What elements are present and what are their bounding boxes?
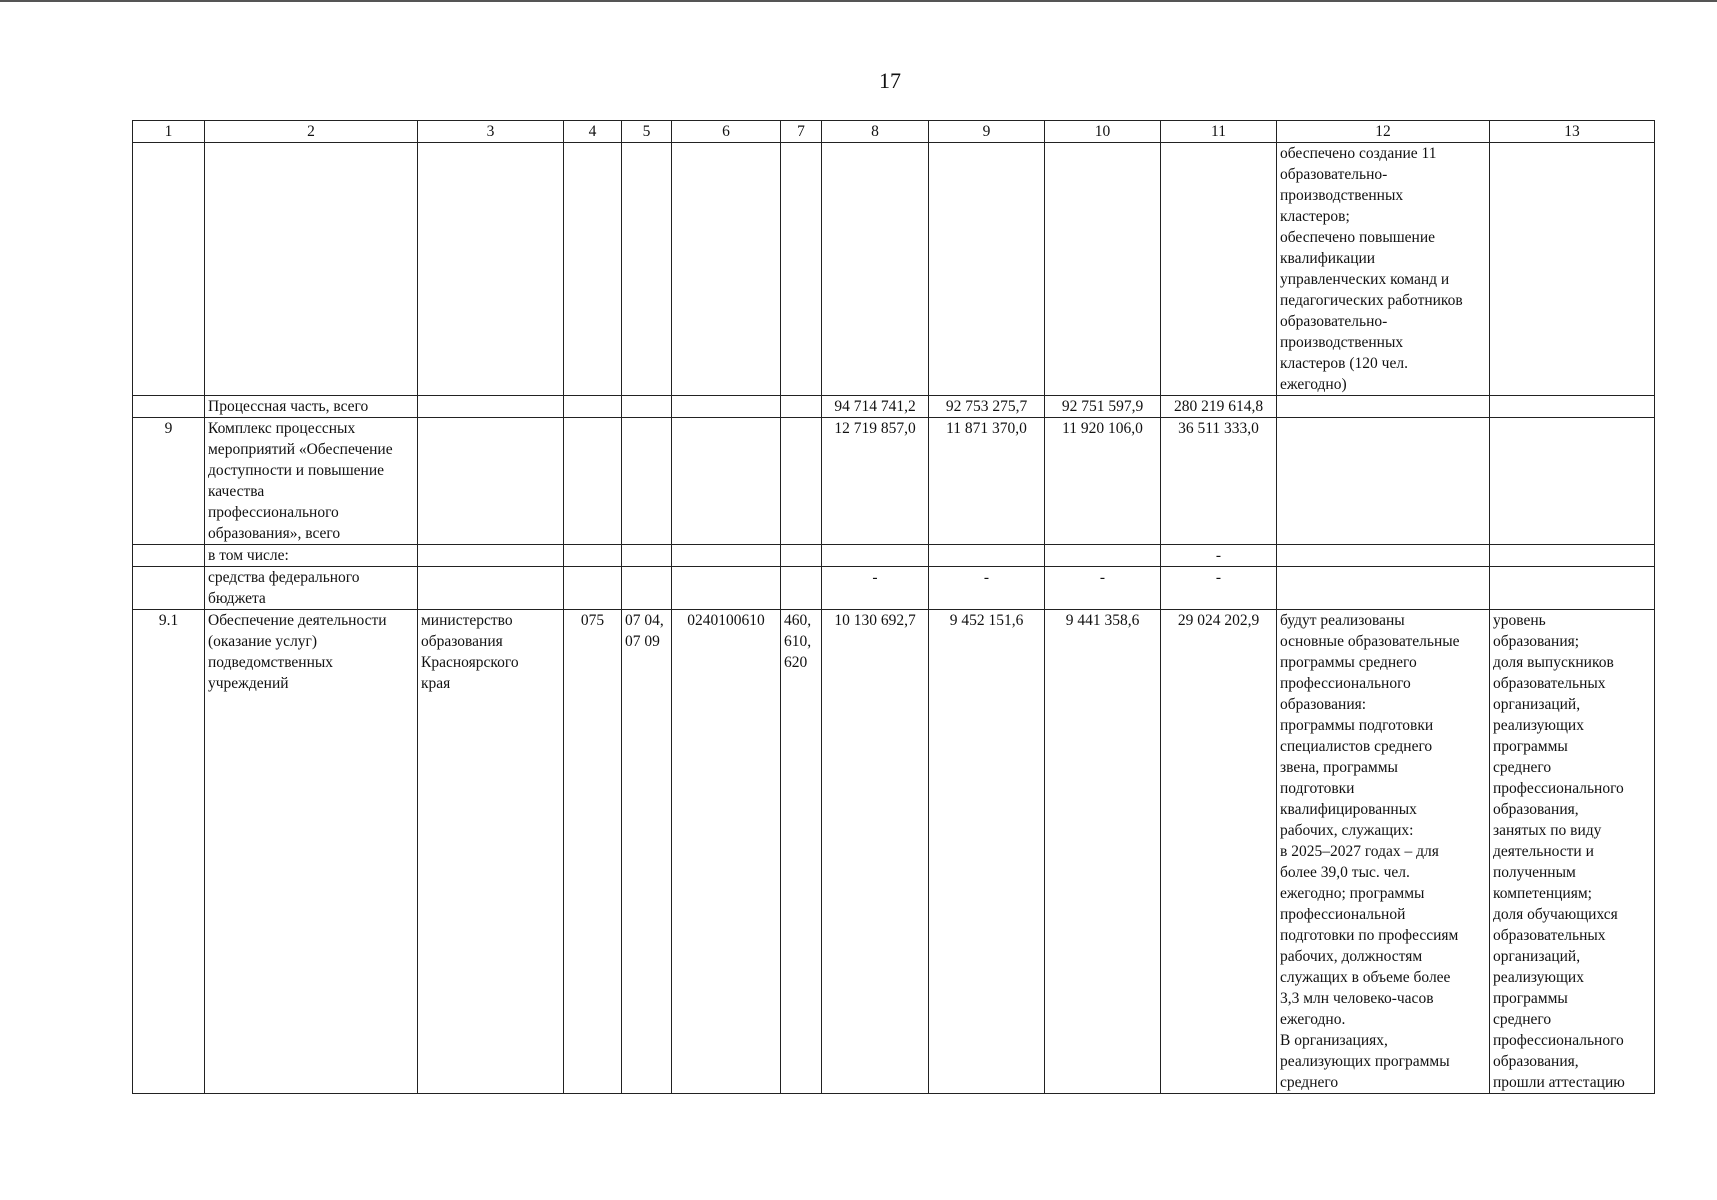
amount-2025: - xyxy=(822,567,929,610)
row-title: средства федерального бюджета xyxy=(205,567,418,610)
row-title: Процессная часть, всего xyxy=(205,396,418,418)
amount-2026: 92 753 275,7 xyxy=(929,396,1045,418)
amount-total: 280 219 614,8 xyxy=(1161,396,1277,418)
amount-2027: 92 751 597,9 xyxy=(1045,396,1161,418)
row-number: 9 xyxy=(133,418,205,545)
row-title: Обеспечение деятельности (оказание услуг) подведомственных учреждений xyxy=(205,610,418,1094)
page-number: 17 xyxy=(879,68,901,93)
row-number: 9.1 xyxy=(133,610,205,1094)
table-row-including xyxy=(133,545,1655,567)
amount-total: 36 511 333,0 xyxy=(1161,418,1277,545)
amount-2027: 9 441 358,6 xyxy=(1045,610,1161,1094)
amount-2025: 94 714 741,2 xyxy=(822,396,929,418)
section-code-cell: 07 04, 07 09 xyxy=(622,610,672,1094)
top-scan-edge xyxy=(0,0,1717,2)
header-row xyxy=(133,121,1655,143)
expected-results-cell: будут реализованы основные образовательные программы среднего профессионального образования: программы подготовки специалистов среднего звена, программы подготовки квалифицированных рабочих, служащих: в 2025–2027 годах – для более 39,0 тыс. чел. ежегодно; программы профессиональной подготовки по профессиям рабочих, должностям служащих в объеме более 3,3 млн человеко-часов ежегодно. В организациях, реализующих программы среднего xyxy=(1277,610,1490,1094)
table-row-federal-budget xyxy=(133,567,1655,610)
amount-2025: 12 719 857,0 xyxy=(822,418,929,545)
header-cell: 11 xyxy=(1161,121,1277,143)
header-cell: 9 xyxy=(929,121,1045,143)
gr-code-cell: 075 xyxy=(564,610,622,1094)
expected-results-cell: обеспечено создание 11 образовательно- производственных кластеров; обеспечено повышение квалификации управленческих команд и педагогических работников образовательно- производственных кластеров (120 чел. ежегодно) xyxy=(1277,143,1490,396)
header-cell: 1 xyxy=(133,121,205,143)
amount-2026: 11 871 370,0 xyxy=(929,418,1045,545)
header-cell: 5 xyxy=(622,121,672,143)
indicators-cell: уровень образования; доля выпускников образовательных организаций, реализующих программы среднего профессионального образования, занятых по виду деятельности и полученным компетенциям; доля обучающихся образовательных организаций, реализующих программы среднего профессионального образования, прошли аттестацию xyxy=(1490,610,1655,1094)
header-cell: 8 xyxy=(822,121,929,143)
table-row-9 xyxy=(133,418,1655,545)
table-row-continuation xyxy=(133,143,1655,396)
header-cell: 12 xyxy=(1277,121,1490,143)
amount-total: 29 024 202,9 xyxy=(1161,610,1277,1094)
amount-2027: 11 920 106,0 xyxy=(1045,418,1161,545)
amount-2025: 10 130 692,7 xyxy=(822,610,929,1094)
table-row-9-1 xyxy=(133,610,1655,1094)
expense-type-cell: 460, 610, 620 xyxy=(781,610,822,1094)
amount-2026: - xyxy=(929,567,1045,610)
amount-total: - xyxy=(1161,567,1277,610)
header-cell: 13 xyxy=(1490,121,1655,143)
header-cell: 6 xyxy=(672,121,781,143)
header-cell: 7 xyxy=(781,121,822,143)
amount-2027: - xyxy=(1045,567,1161,610)
header-cell: 10 xyxy=(1045,121,1161,143)
header-cell: 4 xyxy=(564,121,622,143)
row-title: Комплекс процессных мероприятий «Обеспечение доступности и повышение качества профессионального образования», всего xyxy=(205,418,418,545)
header-cell: 3 xyxy=(418,121,564,143)
amount-total: - xyxy=(1161,545,1277,567)
table-row-process-total xyxy=(133,396,1655,418)
row-title: в том числе: xyxy=(205,545,418,567)
header-cell: 2 xyxy=(205,121,418,143)
amount-2026: 9 452 151,6 xyxy=(929,610,1045,1094)
budget-table xyxy=(132,120,1655,1094)
target-code-cell: 0240100610 xyxy=(672,610,781,1094)
executor-cell: министерство образования Красноярского края xyxy=(418,610,564,1094)
